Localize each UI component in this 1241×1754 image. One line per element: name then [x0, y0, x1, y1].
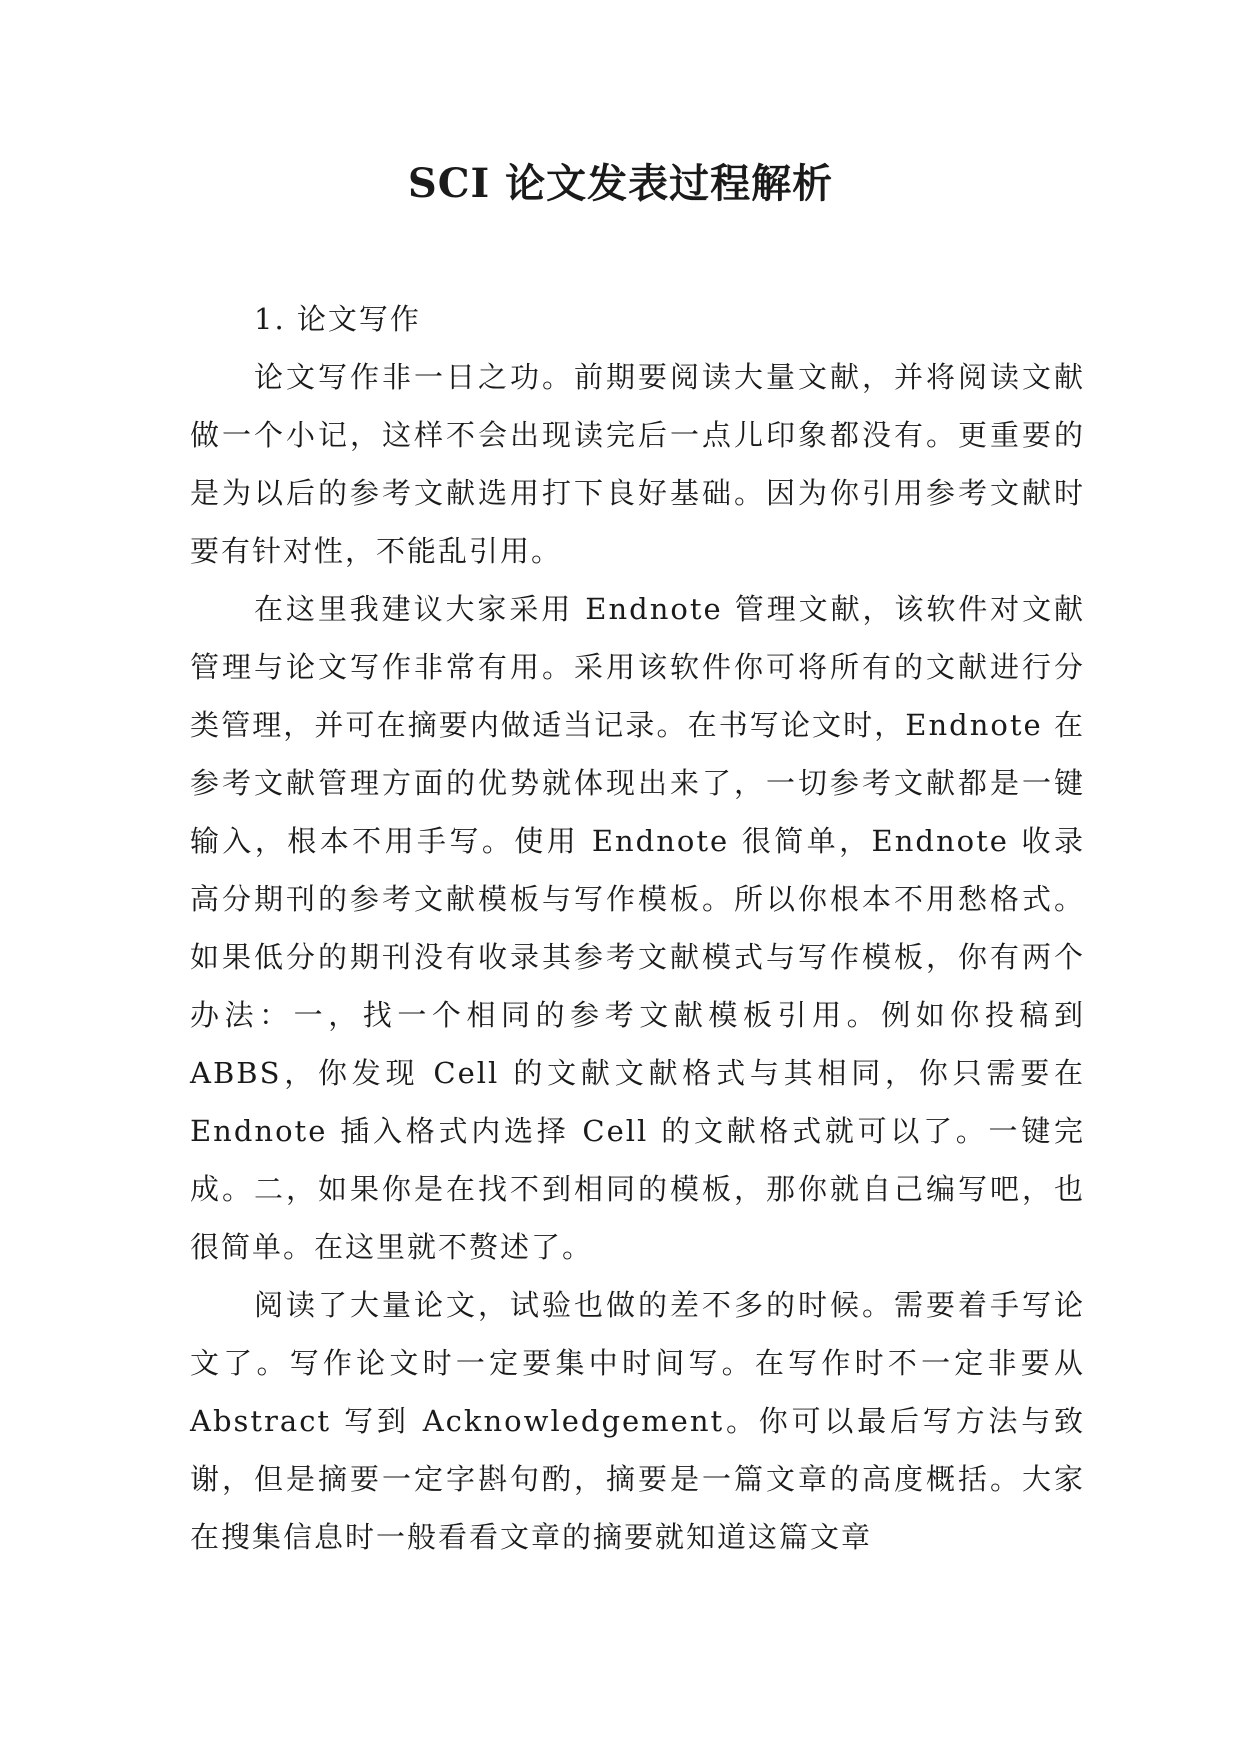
paragraph-intro: 论文写作非一日之功。前期要阅读大量文献，并将阅读文献做一个小记，这样不会出现读完后一点儿印象都没有。更重要的是为以后的参考文献选用打下良好基础。因为你引用参考文献时要有针对性，不能乱引用。	[190, 360, 1085, 568]
paragraph-endnote: 在这里我建议大家采用 Endnote 管理文献，该软件对文献管理与论文写作非常有用。采用该软件你可将所有的文献进行分类管理，并可在摘要内做适当记录。在书写论文时，Endnote 在参考文献管理方面的优势就体现出来了，一切参考文献都是一键输入，根本不用手写。使用 Endnote 很简单，Endnote 收录高分期刊的参考文献模板与写作模板。所以你根本不用愁格式。如果低分的期刊没有收录其参考文献模式与写作模板，你有两个办法：一，找一个相同的参考文献模板引用。例如你投稿到 ABBS，你发现 Cell 的文献文献格式与其相同，你只需要在 Endnote 插入格式内选择 Cell 的文献格式就可以了。一键完成。二，如果你是在找不到相同的模板，那你就自己编写吧，也很简单。在这里就不赘述了。	[190, 592, 1085, 1264]
section-heading: 1. 论文写作	[254, 302, 421, 336]
document-body	[190, 290, 1085, 1566]
document-title: SCI 论文发表过程解析	[407, 160, 834, 207]
paragraph-writing: 阅读了大量论文，试验也做的差不多的时候。需要着手写论文了。写作论文时一定要集中时间写。在写作时不一定非要从 Abstract 写到 Acknowledgement。你可以最后写方法与致谢，但是摘要一定字斟句酌，摘要是一篇文章的高度概括。大家在搜集信息时一般看看文章的摘要就知道这篇文章	[190, 1288, 1085, 1554]
